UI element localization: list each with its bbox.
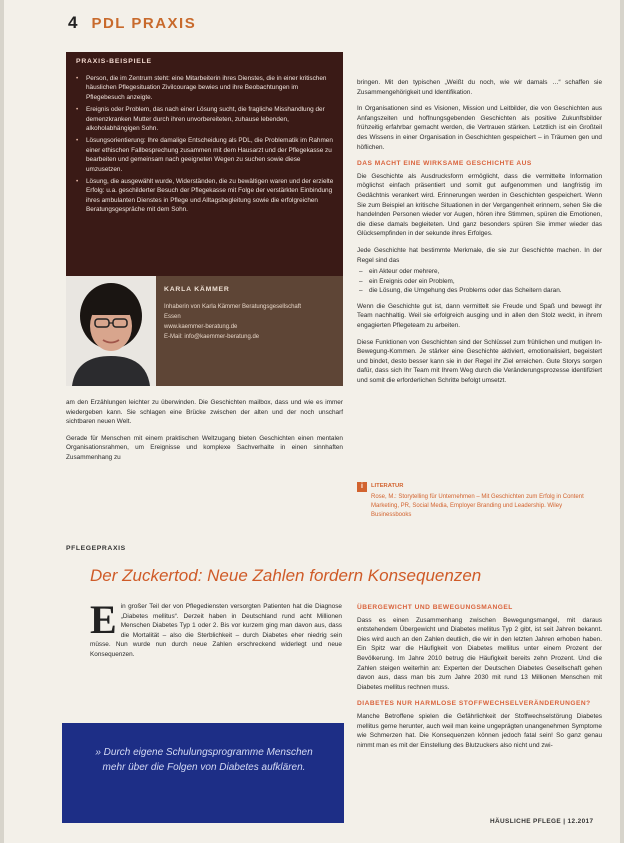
list-item: • Lösungsorientierung: Ihre damalige Entscheidung als PDL, die Problematik im Rahmen einer ethischen Fallbesprechung zusammen mit dem Hausarzt und der Pflegekasse zu bearbeiten und gemeinsam nach geeigneten Wegen zu suchen sowie diese umzusetzen. — [76, 136, 335, 174]
list-item: • Lösung, die ausgewählt wurde, Widerständen, die zu bewältigen waren und der erzielte Erfolg: u.a. geschilderter Besuch der Pflegekasse mit Folge der verstärkten Einbindung ihres ambulanten Dienstes in Pflege und Alltagsbegleitung sowie die erfolgreichen Beratungsgespräche mit dem Sohn. — [76, 177, 335, 215]
paragraph: Gerade für Menschen mit einem praktischen Weltzugang bieten Geschichten einen mentalen Organisationsrahmen, um Ereignisse und komplexe Sachverhalte in einen sinnhaften Zusammenhang zu — [66, 434, 343, 461]
literature-reference: Rose, M.: Storytelling für Unternehmen – Mit Geschichten zum Erfolg in Content Marketing, PR, Social Media, Employer Branding und Leadership. Wiley Businessbooks — [371, 494, 584, 518]
list-item: – ein Ereignis oder ein Problem, — [357, 277, 602, 287]
paragraph: Wenn die Geschichte gut ist, dann vermittelt sie Freude und Spaß und bewegt ihr Team nachhaltig. Weil sie erfolgreich ausging und in allen den Stolz weckt, in ihrem engagierten Pflegeteam zu arbeiten. — [357, 302, 602, 330]
right-column-text — [357, 78, 602, 393]
section-title: PDL PRAXIS — [91, 14, 197, 32]
pull-quote: » Durch eigene Schulungsprogramme Menschen mehr über die Folgen von Diabetes aufklären. — [95, 747, 313, 773]
page-number: 4 — [68, 13, 78, 32]
author-line: Essen — [164, 314, 181, 320]
author-email[interactable]: E-Mail: info@kaemmer-beratung.de — [164, 334, 260, 340]
paragraph: Die Geschichte als Ausdrucksform ermöglicht, dass die vermittelte Information möglichst einfach präsentiert und somit gut aufgenommen und langfristig im Gedächtnis verankert wird. Erinnerungen werden in Geschichten gespeichert. Wenn Sie zum Beispiel an kritische Situationen in der Vergangenheit erinnern, sehen Sie die handelnden Personen wieder vor Augen, hören ihre Stimmen, spüren die Emotionen, die diese damals begleiteten. Und ganz besonders spüren Sie immer wieder das Glücksempfinden in der sekunde ihres Erfolges. — [357, 172, 602, 238]
story-features-list — [357, 267, 602, 296]
practice-examples-list — [76, 74, 335, 218]
subheading: DIABETES NUR HARMLOSE STOFFWECHSELVERÄNDERUNGEN? — [357, 700, 591, 708]
paragraph: am den Erzählungen leichter zu überwinden. Die Geschichten mailbox, dass und wie es immer wiedergeben kann. Sie schlagen eine Brücke zwischen der alten und der noch unscharf sichtbaren neuen Welt. — [66, 399, 343, 426]
article-headline: Der Zuckertod: Neue Zahlen fordern Konsequenzen — [90, 566, 482, 585]
paragraph: Jede Geschichte hat bestimmte Merkmale, die sie zur Geschichte machen. In der Regel sind das — [357, 246, 602, 264]
article-right-column — [357, 603, 602, 757]
quote-box — [62, 723, 344, 823]
practice-examples-box — [66, 52, 343, 276]
author-line: Inhaberin von Karla Kämmer Beratungsgesellschaft — [164, 304, 302, 310]
author-box — [66, 276, 343, 386]
article-intro — [90, 597, 342, 660]
paragraph: Manche Betroffene spielen die Gefährlichkeit der Stoffwechselstörung Diabetes mellitus gerne herunter, auch weil man keine ungeprägten unangenehmen Symptome wie Schmerzen hat. Die Konsequenzen können jedoch fatal sein! So ganz genau nimmt man es mit der Einstellung des Blutzuckers also nicht und zwi- — [357, 712, 602, 749]
author-details — [164, 302, 337, 342]
list-item: • Person, die im Zentrum steht: eine Mitarbeiterin ihres Dienstes, die in einer kritischen häuslichen Pflegesituation Zivilcourage bewies und ihre Beobachtungen im Pflegebesuch anzeigte. — [76, 74, 335, 102]
article-intro-text: in großer Teil der von Pflegediensten versorgten Patienten hat die Diagnose „Diabetes mellitus“. Derzeit haben in Deutschland rund acht Millionen Menschen Diabetes Typ 1 oder 2. Bis vor kurzem ging man davon aus, dass die Mortalität – also die Sterblichkeit – durch Diabetes eher niedrig sein müsse. Nun wurde nun durch neue Zahlen erschreckend widerlegt und neue Konsequenzen. — [90, 603, 342, 658]
info-icon: i — [357, 482, 367, 492]
paragraph: Diese Funktionen von Geschichten sind der Schlüssel zum frühlichen und mutigen In-Bewegung-Kommen. Je stärker eine Geschichte aktiviert, emotionalisiert, begeistert und bindet, desto besser kann sie in der Regel ihr Ziel erreichen. Gute Storys sorgen dafür, dass sich Ihr Team mit Ihrem Weg durch die Veränderungsprozesse identifiziert und somit die erforderlichen Schritte befolgt umsetzt. — [357, 338, 602, 385]
author-portrait-icon — [66, 276, 156, 386]
author-website[interactable]: www.kaemmer-beratung.de — [164, 324, 238, 330]
list-item: – ein Akteur oder mehrere, — [357, 267, 602, 277]
list-item: – die Lösung, die Umgehung des Problems oder das Scheitern daran. — [357, 286, 602, 296]
author-photo — [66, 276, 156, 386]
left-column-text — [66, 398, 343, 470]
literature-heading: LITERATUR — [371, 483, 404, 489]
paragraph: Dass es einen Zusammenhang zwischen Bewegungsmangel, mit daraus entstehendem Übergewicht und Diabetes mellitus Typ 2 gibt, ist seit Jahren bekannt. Dies wird auch an den Zahlen deutlich, die wir in den letzten Jahren erhoben haben. Ein Spitz war die Häufigkeit von Diabetes mellitus unter einem Prozent der Bevölkerung. Im Jahre 2010 betrug die Häufigkeit bereits zehn Prozent. Und die Zahlen steigen weiterhin an: Experten der Deutschen Diabetes Gesellschaft gehen davon aus, dass man bis zum Jahre 2030 mit rund 13 Millionen Menschen mit Diabetes mellitus rechnen muss. — [357, 616, 602, 691]
article-kicker: PFLEGEPRAXIS — [66, 545, 126, 552]
practice-examples-label: PRAXIS-BEISPIELE — [76, 58, 152, 65]
paragraph: In Organisationen sind es Visionen, Mission und Leitbilder, die von Geschichten aus Anfangszeiten und hoffnungsgebenden Geschichten als positive Zukunftsbilder frühzeitig erfahrbar gemacht werden, die Vertrauen stärken. Letztlich ist ein Großteil des Wissens in einer Organisation in Geschichten gespeichert – in Träumen gen und höflichen. — [357, 105, 602, 151]
drop-cap: E — [90, 597, 117, 642]
page-footer: HÄUSLICHE PFLEGE | 12.2017 — [490, 818, 594, 825]
subheading: ÜBERGEWICHT UND BEWEGUNGSMANGEL — [357, 604, 513, 611]
author-name: KARLA KÄMMER — [164, 286, 230, 293]
page-header — [68, 12, 196, 34]
subheading: DAS MACHT EINE WIRKSAME GESCHICHTE AUS — [357, 160, 532, 168]
list-item: • Ereignis oder Problem, das nach einer Lösung sucht, die fragliche Misshandlung der demenzkranken Mutter durch ihren unvorbereiteten, zuhause lebenden, alkoholabhängigen Sohn. — [76, 105, 335, 133]
magazine-page — [4, 0, 620, 843]
paragraph: bringen. Mit den typischen „Weißt du noch, wie wir damals …“ schaffen sie Zusammengehörigkeit und Identifikation. — [357, 79, 602, 96]
